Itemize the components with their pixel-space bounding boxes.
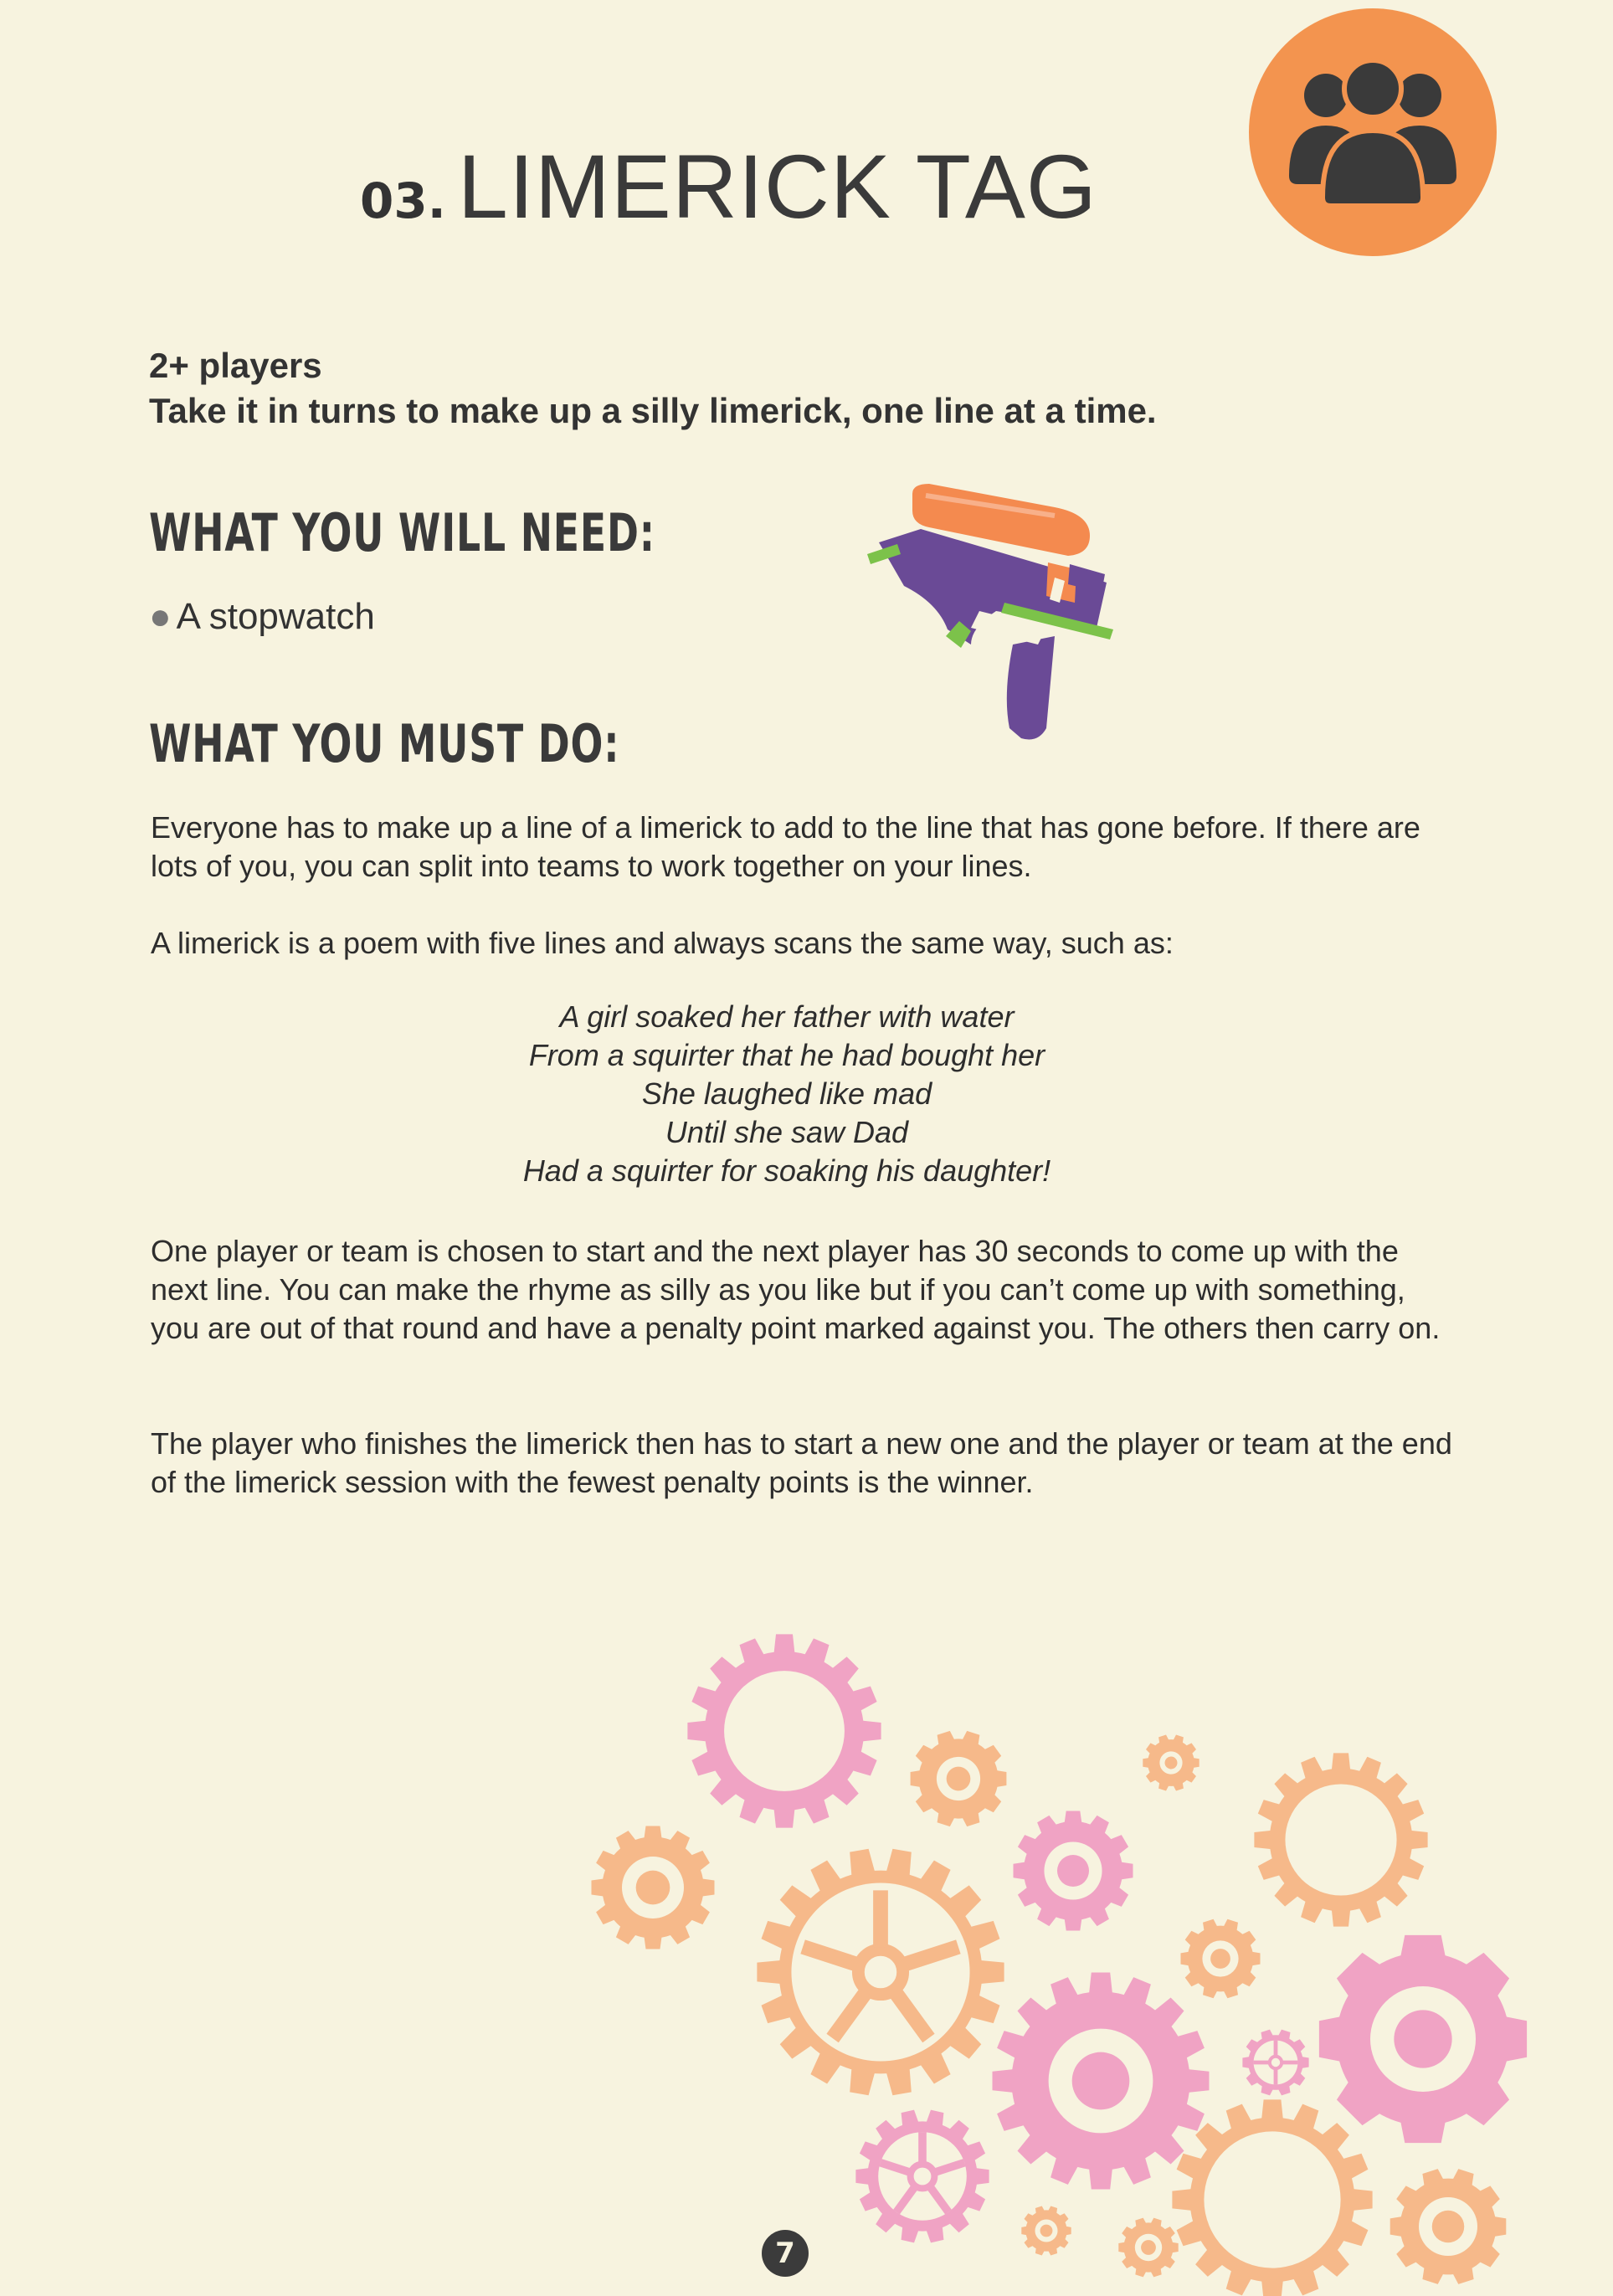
instructions-paragraph-1: Everyone has to make up a line of a limerick to add to the line that has gone before. If there are lots of you, you can split into teams to work together on your lines.	[151, 810, 1420, 883]
gear-icon	[1390, 2169, 1507, 2284]
gear-icon	[757, 1849, 1004, 2096]
need-heading: WHAT YOU WILL NEED:	[149, 502, 655, 563]
gear-icon	[1014, 1811, 1133, 1931]
do-heading: WHAT YOU MUST DO:	[149, 713, 620, 774]
instructions-paragraph-4: The player who finishes the limerick then has to start a new one and the player or team at the end of the limerick session with the fewest penalty points is the winner.	[151, 1426, 1452, 1499]
need-item-label: A stopwatch	[176, 596, 375, 637]
instructions-paragraph-2: A limerick is a poem with five lines and always scans the same way, such as:	[151, 926, 1174, 960]
gear-icon	[1143, 1735, 1199, 1791]
water-pistol-illustration	[845, 477, 1147, 753]
poem-line: From a squirter that he had bought her	[528, 1038, 1045, 1072]
poem-line: Had a squirter for soaking his daughter!	[522, 1153, 1051, 1188]
instructions-paragraph-3: One player or team is chosen to start and the next player has 30 seconds to come up with the next line. You can make the rhyme as silly as you like but if you can’t come up with something, you are out of that round and have a penalty point marked against you. The others then carry on.	[151, 1234, 1441, 1345]
gear-icon	[1181, 1919, 1261, 1999]
need-list-item	[149, 596, 375, 638]
player-count: 2+ players	[149, 346, 322, 385]
gear-icon	[1242, 2030, 1308, 2096]
gear-icon	[1118, 2218, 1178, 2278]
poem-line: Until she saw Dad	[665, 1115, 909, 1149]
gear-icon	[855, 2110, 989, 2243]
page-title	[360, 134, 1097, 239]
poem-line: A girl soaked her father with water	[559, 999, 1015, 1034]
gear-icon	[1021, 2206, 1071, 2256]
group-people-icon	[1249, 8, 1497, 256]
gear-icon	[592, 1826, 715, 1949]
activity-number: 03.	[360, 172, 446, 229]
example-limerick	[335, 998, 1239, 1190]
gear-icon	[911, 1731, 1007, 1826]
bullet-icon: ●	[149, 596, 172, 637]
intro	[149, 343, 1157, 434]
game-summary: Take it in turns to make up a silly limerick, one line at a time.	[149, 391, 1157, 430]
activity-title: LIMERICK TAG	[457, 136, 1097, 237]
gears-decoration	[578, 1624, 1613, 2296]
page-number: 7	[762, 2230, 809, 2277]
gear-icon	[993, 1973, 1210, 2190]
gear-icon	[687, 1634, 881, 1827]
gear-icon	[1319, 1935, 1527, 2143]
gear-icon	[1254, 1753, 1427, 1926]
gear-icon	[1172, 2099, 1372, 2296]
poem-line: She laughed like mad	[641, 1076, 932, 1111]
